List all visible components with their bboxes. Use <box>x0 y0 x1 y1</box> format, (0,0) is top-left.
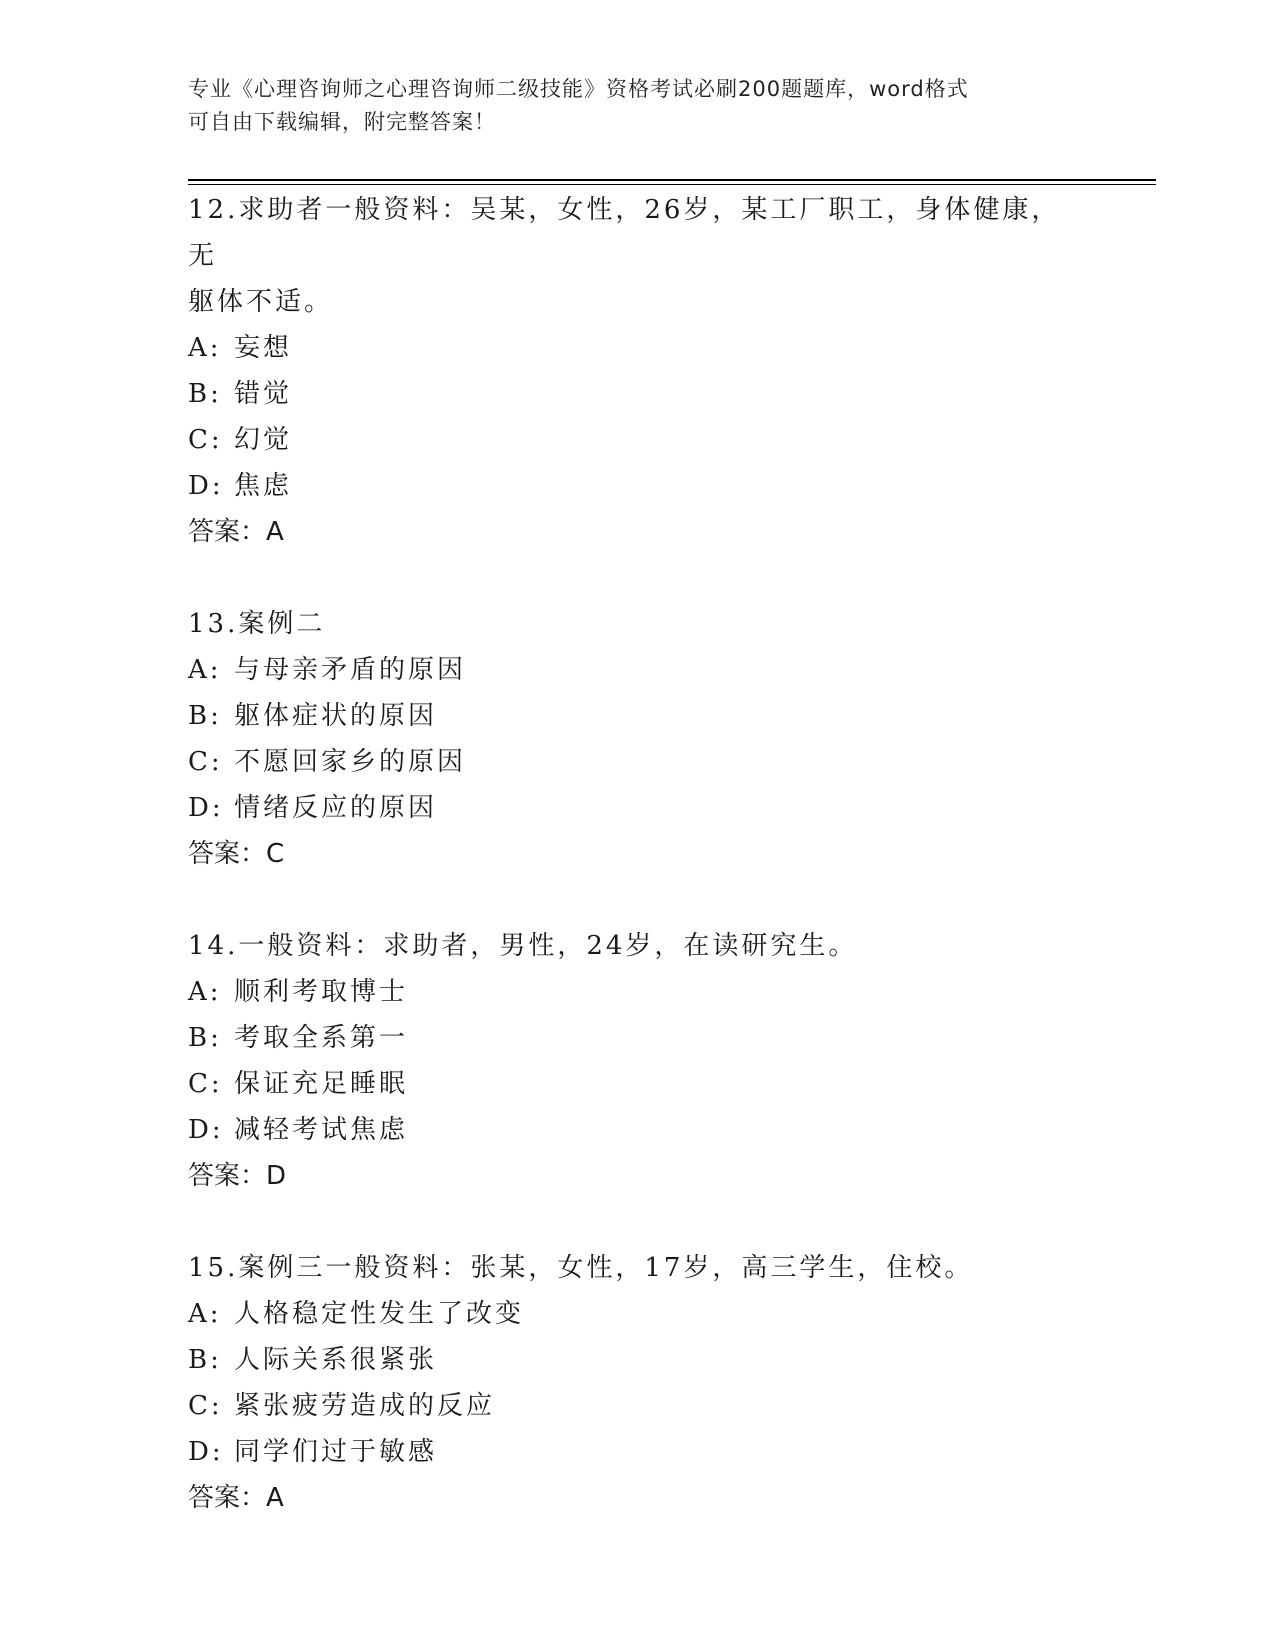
option-b <box>188 1015 1088 1061</box>
option-letter: A: <box>188 333 222 363</box>
option-text: 同学们过于敏感 <box>234 1437 438 1467</box>
answer-value: A <box>266 517 284 547</box>
answer-value: D <box>266 1161 287 1191</box>
option-d <box>188 1429 1088 1475</box>
question-stem-line-1: 12.求助者一般资料：吴某，女性，26岁，某工厂职工，身体健康，无 <box>188 195 1061 271</box>
question-list <box>188 187 1088 1567</box>
answer-line <box>188 1153 1088 1199</box>
question-13 <box>188 601 1088 877</box>
question-stem-line-2: 躯体不适。 <box>188 287 334 317</box>
header-line-2: 可自由下载编辑，附完整答案！ <box>188 110 496 134</box>
question-stem <box>188 601 1088 647</box>
option-a <box>188 325 1088 371</box>
option-letter: B: <box>188 701 222 731</box>
option-letter: D: <box>188 1115 224 1145</box>
option-letter: A: <box>188 1299 222 1329</box>
answer-line <box>188 1475 1088 1521</box>
option-c <box>188 1061 1088 1107</box>
option-letter: A: <box>188 655 222 685</box>
option-c <box>188 1383 1088 1429</box>
question-stem-line-1: 13.案例二 <box>188 609 326 639</box>
option-text: 紧张疲劳造成的反应 <box>234 1391 496 1421</box>
option-a <box>188 1291 1088 1337</box>
option-b <box>188 693 1088 739</box>
option-text: 减轻考试焦虑 <box>234 1115 409 1145</box>
option-d <box>188 1107 1088 1153</box>
question-stem-line-1: 14.一般资料：求助者，男性，24岁，在读研究生。 <box>188 931 858 961</box>
option-text: 人格稳定性发生了改变 <box>234 1299 525 1329</box>
option-a <box>188 969 1088 1015</box>
answer-label: 答案： <box>188 517 267 547</box>
question-stem <box>188 187 1088 325</box>
answer-line <box>188 831 1088 877</box>
answer-line <box>188 509 1088 555</box>
option-text: 情绪反应的原因 <box>234 793 438 823</box>
option-d <box>188 785 1088 831</box>
option-b <box>188 1337 1088 1383</box>
option-text: 错觉 <box>234 379 293 409</box>
option-text: 与母亲矛盾的原因 <box>234 655 467 685</box>
header-line-1: 专业《心理咨询师之心理咨询师二级技能》资格考试必刷200题题库，word格式 <box>188 77 969 101</box>
option-b <box>188 371 1088 417</box>
question-stem <box>188 923 1088 969</box>
option-letter: C: <box>188 1069 223 1099</box>
answer-value: A <box>266 1483 284 1513</box>
document-header <box>188 73 1088 139</box>
question-12 <box>188 187 1088 555</box>
question-14 <box>188 923 1088 1199</box>
answer-label: 答案： <box>188 1483 267 1513</box>
option-text: 顺利考取博士 <box>234 977 409 1007</box>
option-text: 躯体症状的原因 <box>234 701 438 731</box>
option-letter: C: <box>188 425 223 455</box>
option-letter: D: <box>188 1437 224 1467</box>
option-letter: B: <box>188 1345 222 1375</box>
answer-label: 答案： <box>188 1161 267 1191</box>
option-text: 人际关系很紧张 <box>234 1345 438 1375</box>
answer-label: 答案： <box>188 839 267 869</box>
option-text: 考取全系第一 <box>234 1023 409 1053</box>
header-rule-thin <box>188 184 1156 185</box>
option-text: 保证充足睡眠 <box>234 1069 409 1099</box>
option-text: 焦虑 <box>234 471 293 501</box>
option-letter: C: <box>188 747 223 777</box>
question-stem <box>188 1245 1088 1291</box>
answer-value: C <box>266 839 285 869</box>
option-letter: D: <box>188 471 224 501</box>
question-15 <box>188 1245 1088 1521</box>
option-letter: C: <box>188 1391 223 1421</box>
header-rule-thick <box>188 179 1156 181</box>
option-letter: A: <box>188 977 222 1007</box>
option-c <box>188 417 1088 463</box>
option-text: 不愿回家乡的原因 <box>234 747 467 777</box>
option-d <box>188 463 1088 509</box>
option-c <box>188 739 1088 785</box>
option-letter: D: <box>188 793 224 823</box>
option-letter: B: <box>188 379 222 409</box>
option-text: 幻觉 <box>234 425 293 455</box>
question-stem-line-1: 15.案例三一般资料：张某，女性，17岁，高三学生，住校。 <box>188 1253 974 1283</box>
option-letter: B: <box>188 1023 222 1053</box>
option-text: 妄想 <box>234 333 293 363</box>
option-a <box>188 647 1088 693</box>
